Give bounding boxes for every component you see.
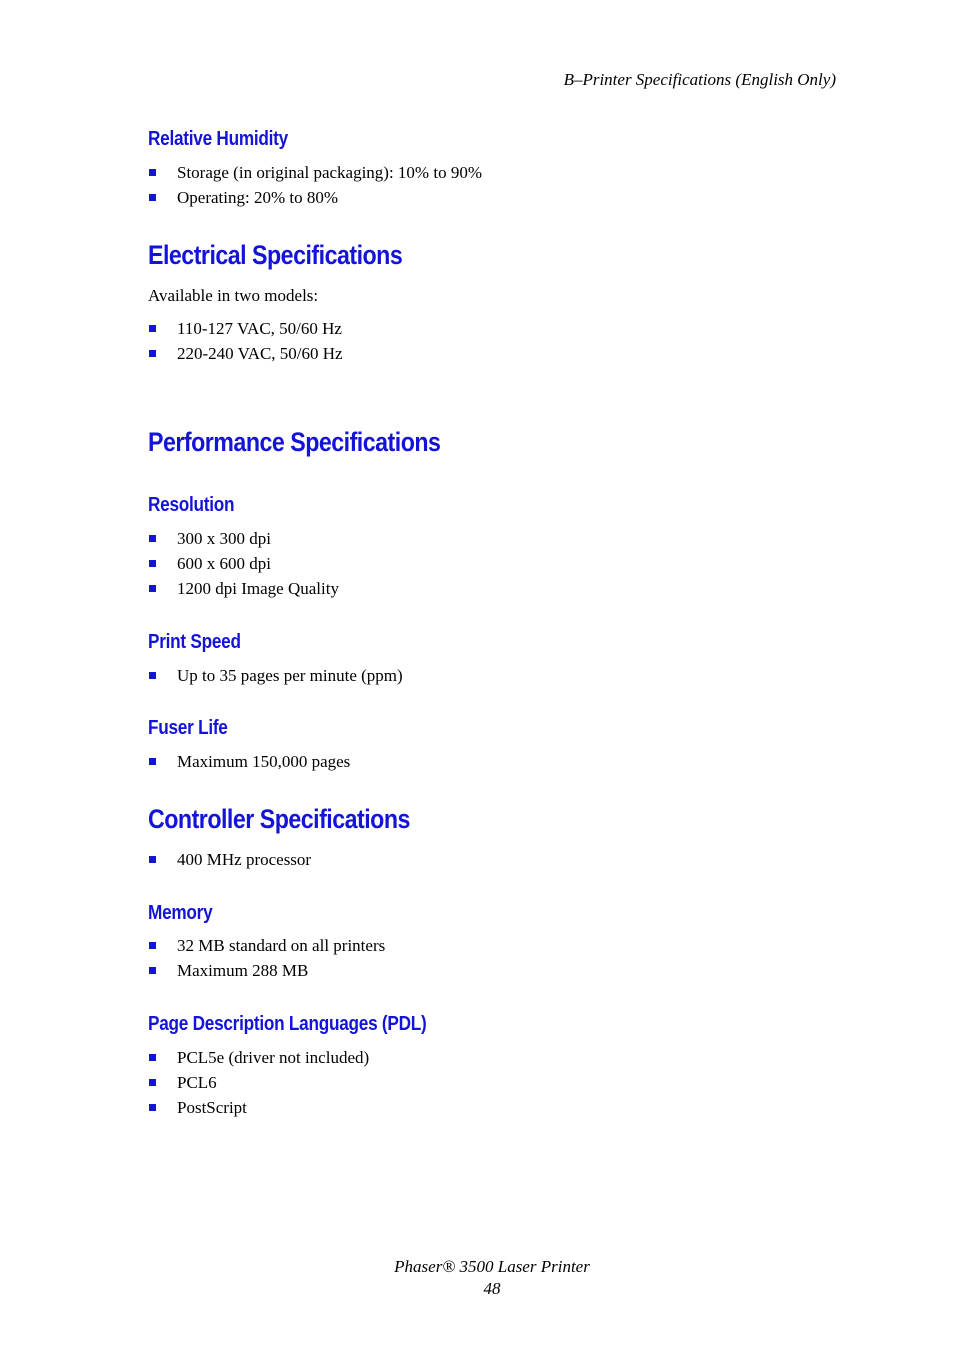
page-number: 48 (483, 1279, 501, 1298)
square-bullet-icon (149, 672, 156, 679)
list-item: PCL5e (driver not included) (148, 1045, 369, 1070)
list-item: 300 x 300 dpi (148, 526, 339, 551)
list-item: Up to 35 pages per minute (ppm) (148, 663, 403, 688)
list-item: Storage (in original packaging): 10% to 90% (148, 160, 482, 185)
list-item: 600 x 600 dpi (148, 551, 339, 576)
list-item: PostScript (148, 1095, 369, 1120)
fuser-life-list (148, 749, 350, 774)
memory-list (148, 933, 385, 983)
print-speed-list (148, 663, 403, 688)
electrical-specifications-heading: Electrical Specifications (148, 240, 403, 270)
list-item: 400 MHz processor (148, 847, 311, 872)
footer-product-name: Phaser® 3500 Laser Printer (394, 1257, 590, 1276)
square-bullet-icon (149, 585, 156, 592)
square-bullet-icon (149, 535, 156, 542)
pdl-list (148, 1045, 369, 1120)
pdl-heading: Page Description Languages (PDL) (148, 1013, 427, 1035)
print-speed-heading: Print Speed (148, 631, 241, 653)
list-item: PCL6 (148, 1070, 369, 1095)
electrical-list (148, 316, 343, 366)
square-bullet-icon (149, 758, 156, 765)
square-bullet-icon (149, 169, 156, 176)
relative-humidity-list (148, 160, 482, 210)
fuser-life-heading: Fuser Life (148, 717, 228, 739)
running-header: B–Printer Specifications (English Only) (563, 70, 836, 89)
list-item: Maximum 150,000 pages (148, 749, 350, 774)
square-bullet-icon (149, 967, 156, 974)
list-item: Operating: 20% to 80% (148, 185, 482, 210)
list-item: 110-127 VAC, 50/60 Hz (148, 316, 343, 341)
controller-specifications-heading: Controller Specifications (148, 804, 410, 834)
square-bullet-icon (149, 350, 156, 357)
performance-specifications-heading: Performance Specifications (148, 427, 441, 457)
resolution-list (148, 526, 339, 601)
list-item: Maximum 288 MB (148, 958, 385, 983)
electrical-intro: Available in two models: (148, 286, 319, 305)
controller-list (148, 847, 311, 872)
square-bullet-icon (149, 856, 156, 863)
square-bullet-icon (149, 325, 156, 332)
list-item: 32 MB standard on all printers (148, 933, 385, 958)
memory-heading: Memory (148, 902, 213, 924)
list-item: 220-240 VAC, 50/60 Hz (148, 341, 343, 366)
square-bullet-icon (149, 1104, 156, 1111)
list-item: 1200 dpi Image Quality (148, 576, 339, 601)
resolution-heading: Resolution (148, 494, 235, 516)
square-bullet-icon (149, 194, 156, 201)
square-bullet-icon (149, 560, 156, 567)
square-bullet-icon (149, 942, 156, 949)
relative-humidity-heading: Relative Humidity (148, 128, 288, 150)
square-bullet-icon (149, 1054, 156, 1061)
square-bullet-icon (149, 1079, 156, 1086)
